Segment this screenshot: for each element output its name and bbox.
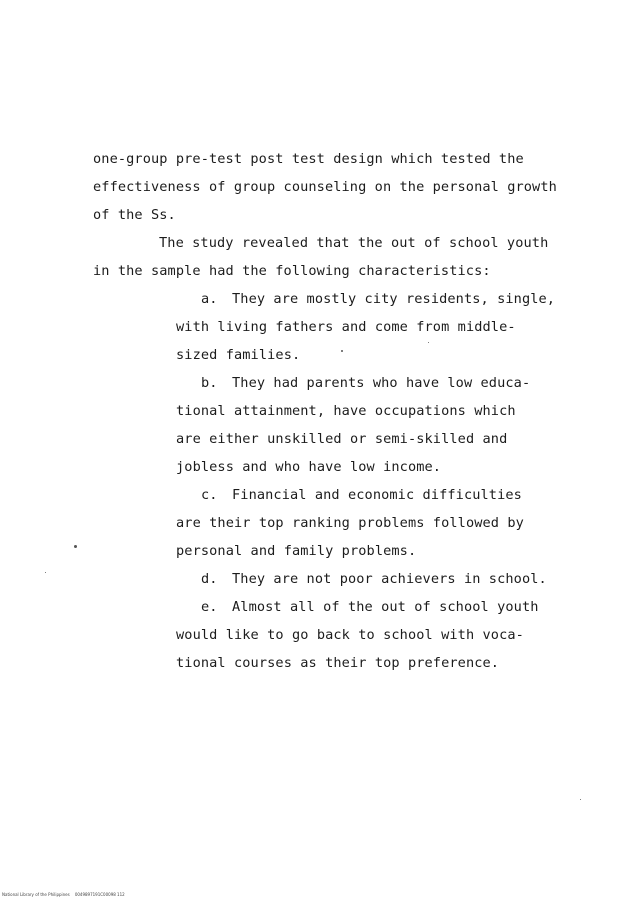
paragraph-1-line-3: of the Ss. — [93, 207, 176, 223]
paragraph-2-line-1: The study revealed that the out of school youth — [159, 235, 549, 251]
paragraph-1-line-2: effectiveness of group counseling on the personal growth — [93, 179, 557, 195]
item-e-line-1: Almost all of the out of school youth — [232, 599, 539, 615]
archive-name: National Library of the Philippines — [2, 892, 70, 897]
item-b-marker: b. — [201, 375, 218, 391]
paragraph-1-line-1: one-group pre-test post test design which tested the — [93, 151, 524, 167]
scan-speck — [428, 342, 429, 343]
item-d-marker: d. — [201, 571, 218, 587]
item-e-line-3: tional courses as their top preference. — [176, 655, 500, 671]
item-d-line-1: They are not poor achievers in school. — [232, 571, 547, 587]
item-c-marker: c. — [201, 487, 218, 503]
item-a-marker: a. — [201, 291, 218, 307]
archive-code: 0049897191C00098 112 — [74, 892, 125, 897]
archive-footer — [2, 892, 125, 897]
item-a-line-1: They are mostly city residents, single, — [232, 291, 556, 307]
scan-speck — [45, 572, 46, 573]
item-b-line-1: They had parents who have low educa- — [232, 375, 531, 391]
item-c-line-1: Financial and economic difficulties — [232, 487, 522, 503]
item-b-line-4: jobless and who have low income. — [176, 459, 442, 475]
item-c-line-3: personal and family problems. — [176, 543, 417, 559]
item-b-line-2: tional attainment, have occupations which — [176, 403, 516, 419]
scan-speck — [341, 350, 343, 352]
item-a-line-2: with living fathers and come from middle- — [176, 319, 516, 335]
scan-speck — [580, 799, 581, 800]
scan-speck — [74, 545, 77, 548]
paragraph-2-line-2: in the sample had the following characteristics: — [93, 263, 491, 279]
item-b-line-3: are either unskilled or semi-skilled and — [176, 431, 508, 447]
item-c-line-2: are their top ranking problems followed by — [176, 515, 524, 531]
item-a-line-3: sized families. — [176, 347, 301, 363]
item-e-line-2: would like to go back to school with voca- — [176, 627, 524, 643]
item-e-marker: e. — [201, 599, 218, 615]
